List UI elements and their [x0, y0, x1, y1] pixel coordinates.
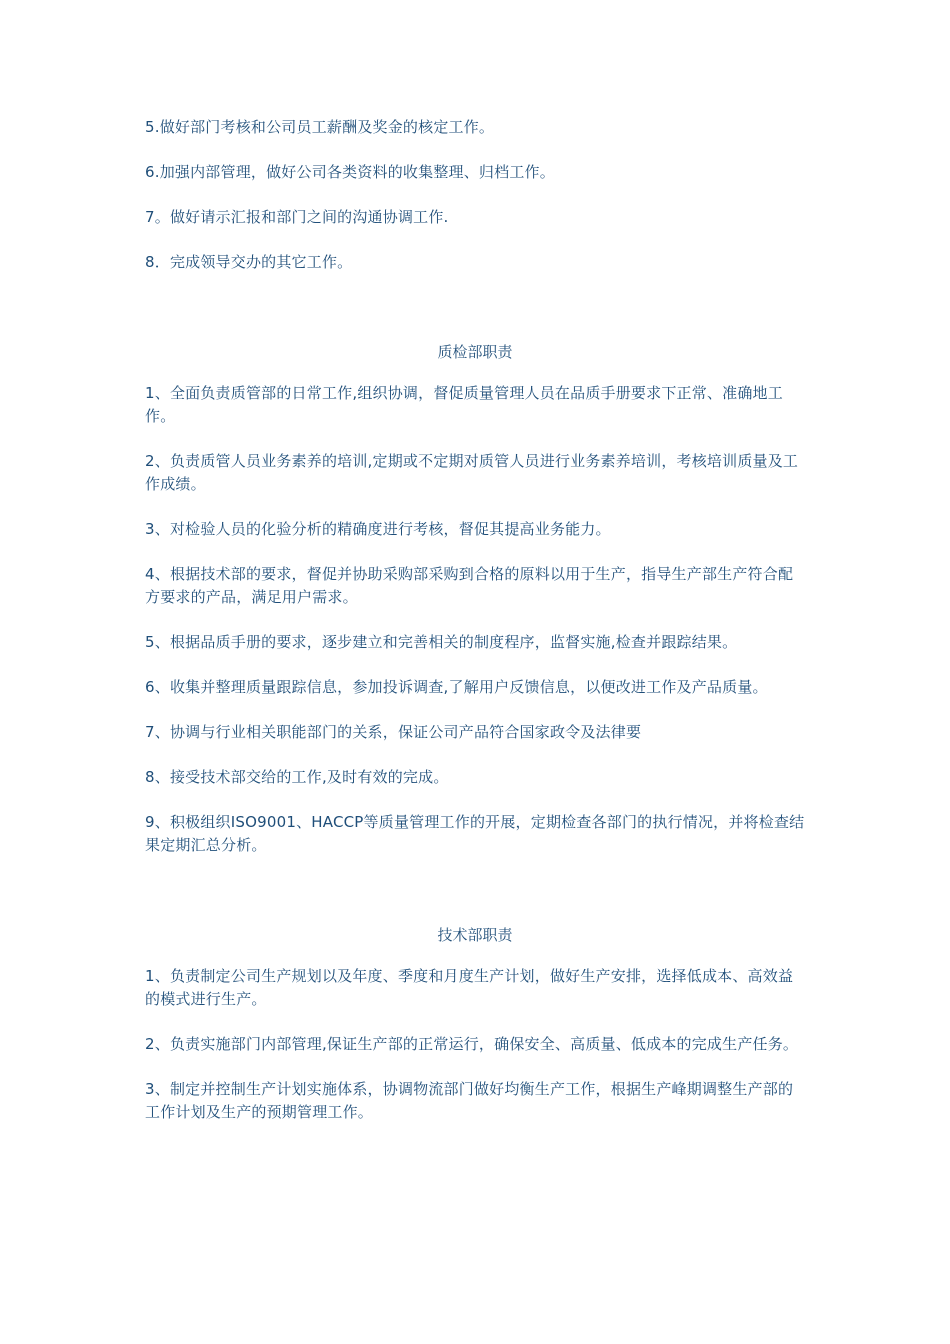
intro-item-7: 7。做好请示汇报和部门之间的沟通协调工作.: [145, 208, 449, 226]
quality-item-4: 4、根据技术部的要求，督促并协助采购部采购到合格的原料以用于生产，指导生产部生产符合配方要求的产品，满足用户需求。: [145, 565, 794, 606]
tech-item-2: 2、负责实施部门内部管理,保证生产部的正常运行，确保安全、高质量、低成本的完成生产任务。: [145, 1035, 799, 1053]
quality-item-1: 1、全面负责质管部的日常工作,组织协调，督促质量管理人员在品质手册要求下正常、准确地工作。: [145, 384, 783, 425]
document-page: [145, 116, 805, 1146]
quality-item-6: 6、收集并整理质量跟踪信息，参加投诉调查,了解用户反馈信息，以便改进工作及产品质量。: [145, 678, 768, 696]
section-spacer: [145, 879, 805, 924]
quality-item-2: 2、负责质管人员业务素养的培训,定期或不定期对质管人员进行业务素养培训，考核培训质量及工作成绩。: [145, 452, 799, 493]
tech-item-1: 1、负责制定公司生产规划以及年度、季度和月度生产计划，做好生产安排，选择低成本、高效益的模式进行生产。: [145, 967, 794, 1008]
intro-item-6: 6.加强内部管理，做好公司各类资料的收集整理、归档工作。: [145, 163, 555, 181]
quality-item-8: 8、接受技术部交给的工作,及时有效的完成。: [145, 768, 449, 786]
quality-item-3: 3、对检验人员的化验分析的精确度进行考核，督促其提高业务能力。: [145, 520, 611, 538]
intro-item-8: 8．完成领导交办的其它工作。: [145, 253, 353, 271]
quality-item-7: 7、协调与行业相关职能部门的关系，保证公司产品符合国家政令及法律要: [145, 723, 642, 741]
tech-section-title: 技术部职责: [437, 926, 513, 944]
section-spacer: [145, 296, 805, 341]
intro-item-5: 5.做好部门考核和公司员工薪酬及奖金的核定工作。: [145, 118, 495, 136]
quality-section-title: 质检部职责: [437, 343, 513, 361]
tech-item-3: 3、制定并控制生产计划实施体系，协调物流部门做好均衡生产工作，根据生产峰期调整生产部的工作计划及生产的预期管理工作。: [145, 1080, 794, 1121]
quality-item-9: 9、积极组织ISO9001、HACCP等质量管理工作的开展，定期检查各部门的执行情况，并将检查结果定期汇总分析。: [145, 813, 805, 854]
quality-item-5: 5、根据品质手册的要求，逐步建立和完善相关的制度程序，监督实施,检查并跟踪结果。: [145, 633, 738, 651]
